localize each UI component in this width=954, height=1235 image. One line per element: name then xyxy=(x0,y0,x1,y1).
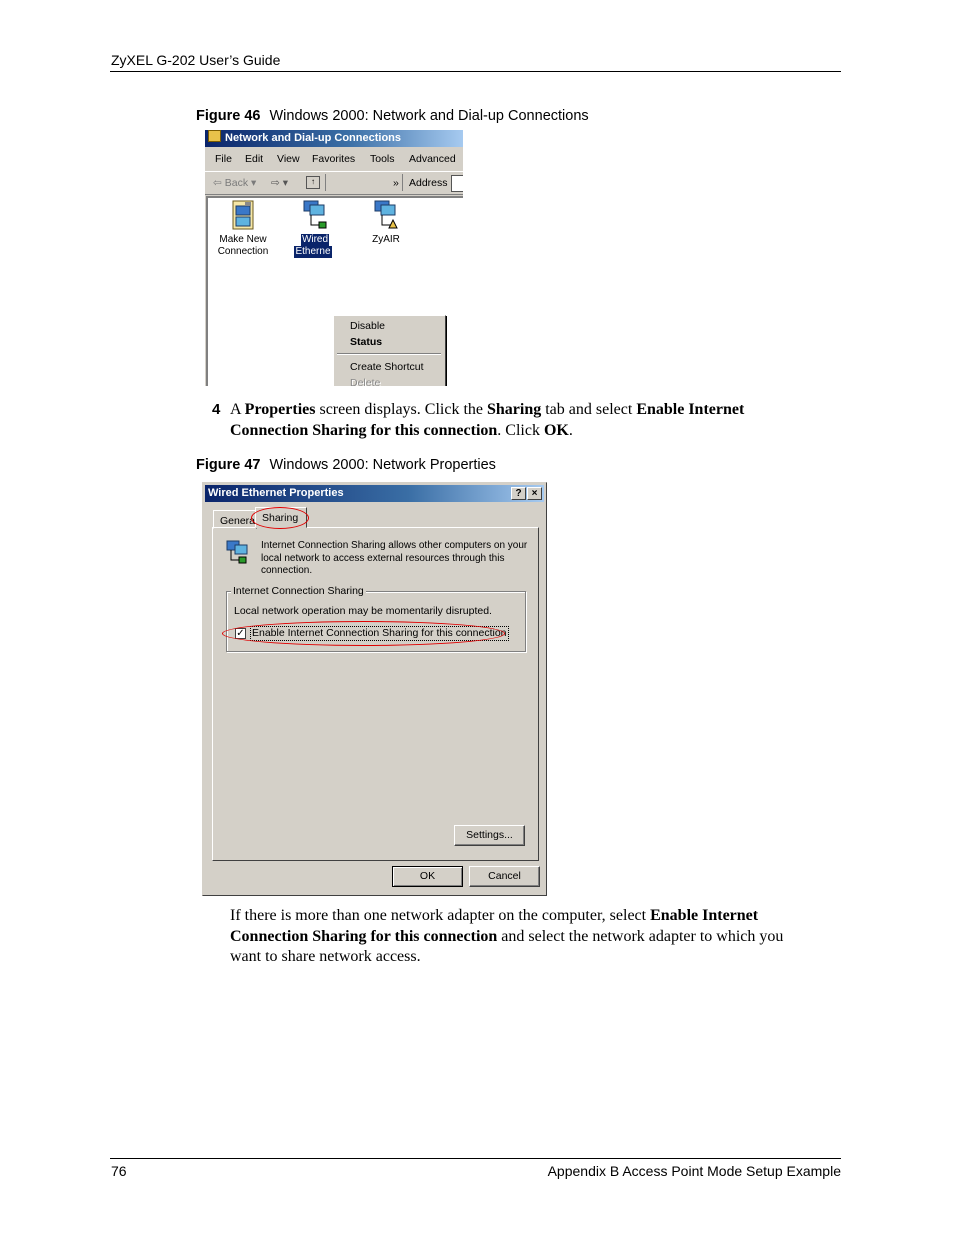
make-new-line1: Make New xyxy=(219,234,267,245)
para-t2: and select the network adapter to which you xyxy=(497,927,784,945)
dialog-titlebar xyxy=(205,485,544,502)
figure46-caption-text: Windows 2000: Network and Dial-up Connections xyxy=(269,108,589,124)
connections-pane xyxy=(206,196,463,386)
ok-button[interactable]: OK xyxy=(392,866,463,887)
figure47-caption-text: Windows 2000: Network Properties xyxy=(269,457,496,473)
zyair-line1: ZyAIR xyxy=(372,234,400,245)
ctx-delete: Delete xyxy=(350,377,381,386)
ctx-status[interactable]: Status xyxy=(350,336,383,348)
footer-rule xyxy=(110,1158,841,1159)
running-header: ZyXEL G-202 User’s Guide xyxy=(111,52,281,68)
make-new-connection-item[interactable] xyxy=(210,200,276,258)
menu-favorites[interactable]: Favorites xyxy=(312,153,356,165)
cancel-button[interactable]: Cancel xyxy=(469,866,540,887)
lan-connection-icon xyxy=(302,200,328,230)
menu-view[interactable]: View xyxy=(277,153,300,165)
back-button[interactable]: ⇦ Back ▾ xyxy=(213,177,257,189)
step-number: 4 xyxy=(212,401,221,418)
para-b2: Connection Sharing for this connection xyxy=(230,927,498,945)
step4-t4: . Click xyxy=(497,421,544,439)
sharing-tab-highlight xyxy=(251,507,309,529)
forward-arrow-icon: ⇨ xyxy=(271,177,280,189)
enable-ics-label[interactable]: Enable Internet Connection Sharing for this connection xyxy=(252,627,507,639)
help-button[interactable]: ? xyxy=(511,487,526,500)
dialog-title: Wired Ethernet Properties xyxy=(208,487,344,499)
ics-network-icon xyxy=(226,540,250,569)
ics-desc-line3: connection. xyxy=(261,565,313,576)
window-titlebar xyxy=(205,130,463,147)
step4-t5: . xyxy=(568,421,573,439)
figure46-caption xyxy=(196,108,589,124)
enable-ics-checkbox[interactable]: ✓ xyxy=(236,628,245,639)
menu-advanced[interactable]: Advanced xyxy=(409,153,456,165)
context-menu xyxy=(333,315,446,386)
ics-group-title: Internet Connection Sharing xyxy=(233,585,364,597)
header-rule xyxy=(110,71,841,72)
step4-t3: tab and select xyxy=(541,401,637,418)
checkbox-highlight xyxy=(222,621,505,646)
menu-file[interactable]: File xyxy=(215,153,232,165)
wireless-connection-icon xyxy=(373,200,399,230)
ctx-create-shortcut[interactable]: Create Shortcut xyxy=(350,361,424,373)
address-field[interactable] xyxy=(451,175,463,192)
ics-description xyxy=(261,540,527,578)
step4-b5: OK xyxy=(543,421,569,439)
zyair-item[interactable] xyxy=(353,200,419,246)
up-folder-icon[interactable]: ↑ xyxy=(306,176,320,189)
step4-b1: Properties xyxy=(244,401,316,418)
menu-edit[interactable]: Edit xyxy=(245,153,264,165)
address-label: Address xyxy=(409,177,448,189)
settings-button[interactable]: Settings... xyxy=(454,825,525,846)
back-label: Back xyxy=(224,177,249,189)
disruption-notice: Local network operation may be momentarily disrupted. xyxy=(234,605,492,617)
wired-line1: Wired xyxy=(301,234,329,245)
wired-ethernet-item[interactable] xyxy=(282,200,348,258)
figure46-label: Figure 46 xyxy=(196,108,261,124)
ics-desc-line2: local network to access external resources through this xyxy=(261,552,505,564)
forward-button[interactable]: ⇨ ▾ xyxy=(271,177,289,189)
figure47-caption xyxy=(196,457,496,473)
step4-t2: screen displays. Click the xyxy=(315,401,487,418)
ics-desc-line1: Internet Connection Sharing allows other computers on your xyxy=(261,540,528,551)
close-button[interactable]: × xyxy=(527,487,542,500)
ctx-disable[interactable]: Disable xyxy=(350,320,386,332)
para-b1: Enable Internet xyxy=(650,907,759,924)
new-connection-icon xyxy=(230,200,256,230)
step4-b2: Sharing xyxy=(486,401,542,418)
page-number: 76 xyxy=(111,1163,127,1179)
step4-t1: A xyxy=(230,401,245,418)
toolbar xyxy=(205,171,463,195)
step4-text xyxy=(230,400,850,441)
sharing-panel xyxy=(212,527,539,861)
step4-b4: Connection Sharing for this connection xyxy=(230,421,498,439)
properties-dialog xyxy=(202,482,547,896)
toolbar-chevron[interactable]: » xyxy=(393,177,399,189)
network-connections-window xyxy=(205,130,463,386)
para-t3: want to share network access. xyxy=(230,948,421,965)
ctx-separator xyxy=(337,353,441,355)
footer-section: Appendix B Access Point Mode Setup Example xyxy=(547,1163,841,1179)
make-new-line2: Connection xyxy=(217,246,269,257)
window-title: Network and Dial-up Connections xyxy=(225,132,402,144)
toolbar-divider xyxy=(325,174,326,191)
tab-sharing[interactable]: Sharing xyxy=(255,507,307,528)
menu-tools[interactable]: Tools xyxy=(370,153,395,165)
body-paragraph xyxy=(230,906,850,968)
para-t1: If there is more than one network adapter on the computer, select xyxy=(230,907,651,924)
folder-icon xyxy=(208,130,221,142)
menu-bar xyxy=(205,150,463,169)
back-arrow-icon: ⇦ xyxy=(213,177,222,189)
toolbar-divider-2 xyxy=(402,174,403,191)
step4-b3: Enable Internet xyxy=(636,401,745,418)
figure47-label: Figure 47 xyxy=(196,457,261,473)
tab-general[interactable]: Genera xyxy=(213,510,257,529)
wired-line2: Etherne xyxy=(295,246,331,257)
